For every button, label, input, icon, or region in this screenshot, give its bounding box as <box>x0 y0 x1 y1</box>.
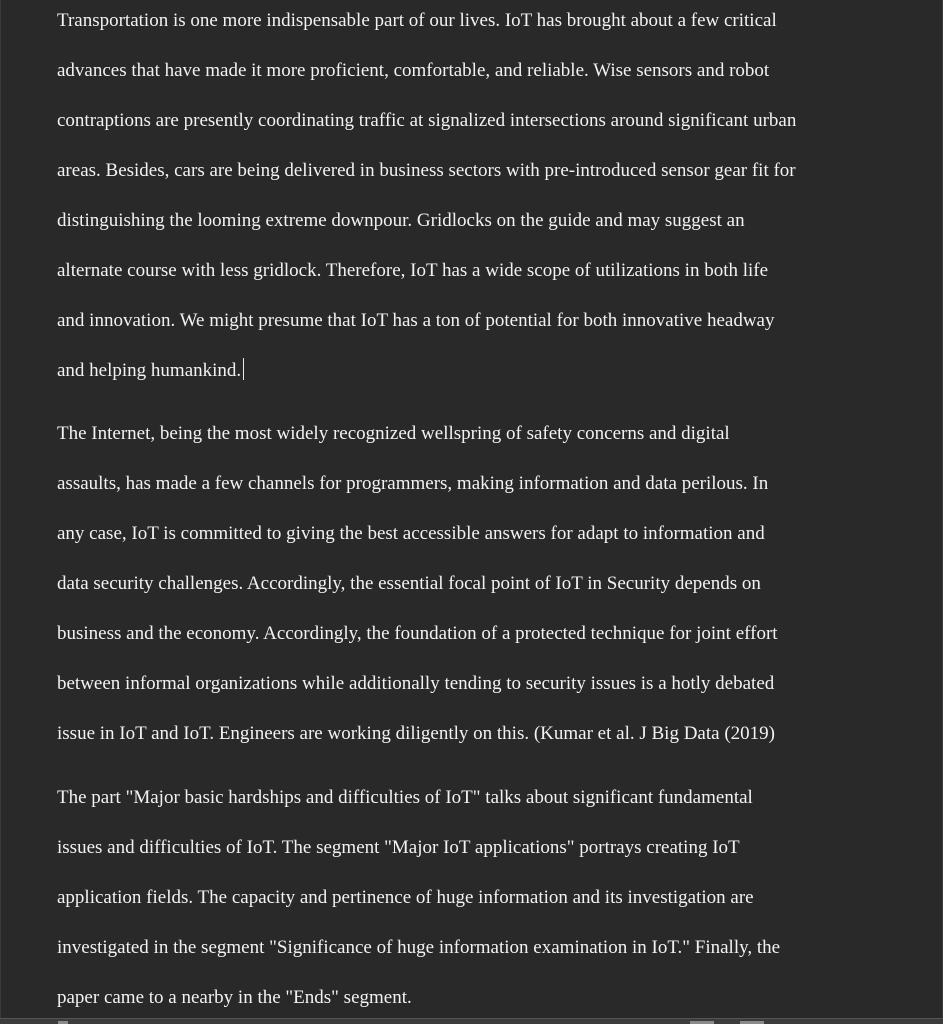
paragraph-security <box>57 409 917 759</box>
text-line: business and the economy. Accordingly, the foundation of a protected technique for joint effort <box>57 623 778 644</box>
text-line: and helping humankind. <box>57 360 242 381</box>
text-line: contraptions are presently coordinating traffic at signalized intersections around significant urban <box>57 110 797 131</box>
text-line-with-caret <box>57 346 917 396</box>
text-line: issue in IoT and IoT. Engineers are working diligently on this. (Kumar et al. J Big Data (2019) <box>57 723 775 744</box>
text-line: between informal organizations while additionally tending to security issues is a hotly debated <box>57 673 775 694</box>
text-line: areas. Besides, cars are being delivered in business sectors with pre-introduced sensor gear fit for <box>57 160 796 181</box>
text-line: The part "Major basic hardships and difficulties of IoT" talks about significant fundamental <box>57 787 753 808</box>
text-line: investigated in the segment "Significance of huge information examination in IoT." Finally, the <box>57 937 781 958</box>
text-line: any case, IoT is committed to giving the best accessible answers for adapt to information and <box>57 523 765 544</box>
text-line: data security challenges. Accordingly, the essential focal point of IoT in Security depends on <box>57 573 761 594</box>
text-cursor <box>243 358 244 380</box>
paragraph-transportation <box>57 0 917 396</box>
text-line: The Internet, being the most widely recognized wellspring of safety concerns and digital <box>57 423 730 444</box>
bottom-toolbar <box>0 1018 943 1024</box>
text-line: advances that have made it more proficient, comfortable, and reliable. Wise sensors and robot <box>57 60 770 81</box>
text-line: paper came to a nearby in the "Ends" segment. <box>57 987 412 1008</box>
text-line: assaults, has made a few channels for programmers, making information and data perilous. In <box>57 473 769 494</box>
text-line: alternate course with less gridlock. Therefore, IoT has a wide scope of utilizations in both life <box>57 260 769 281</box>
paragraph-outline <box>57 773 917 1018</box>
text-line: and innovation. We might presume that IoT has a ton of potential for both innovative headway <box>57 310 775 331</box>
text-line: issues and difficulties of IoT. The segment "Major IoT applications" portrays creating IoT <box>57 837 740 858</box>
text-line: distinguishing the looming extreme downpour. Gridlocks on the guide and may suggest an <box>57 210 745 231</box>
text-line: Transportation is one more indispensable part of our lives. IoT has brought about a few critical <box>57 10 777 31</box>
text-line: application fields. The capacity and pertinence of huge information and its investigation are <box>57 887 754 908</box>
